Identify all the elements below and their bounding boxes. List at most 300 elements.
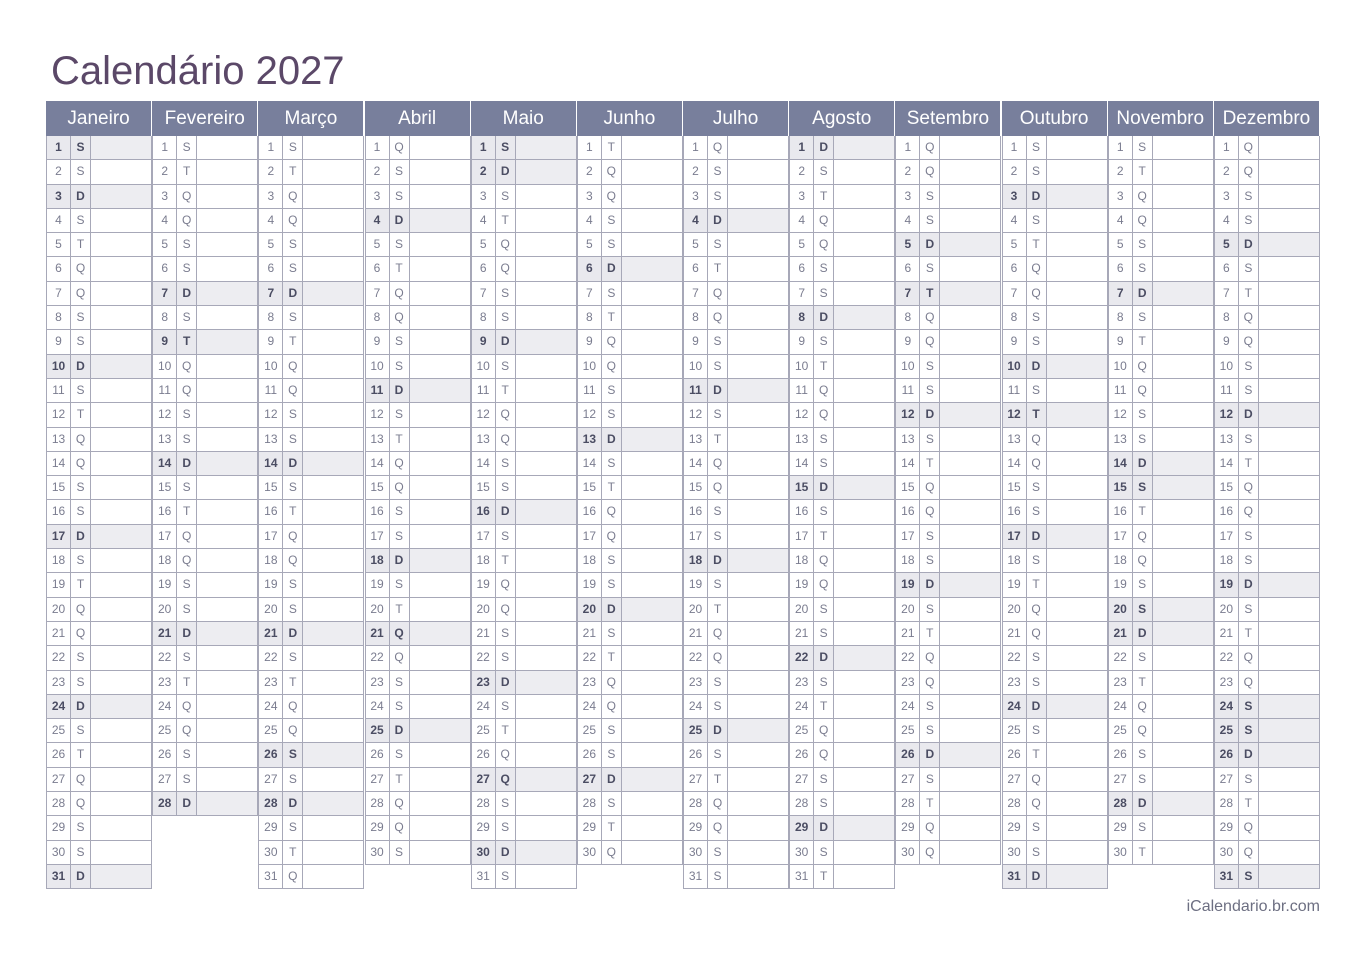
day-note-cell <box>516 549 576 572</box>
day-note-cell <box>834 671 894 694</box>
day-row <box>153 549 258 573</box>
day-number: 30 <box>790 841 814 864</box>
day-note-cell <box>834 282 894 305</box>
day-note-cell <box>303 500 363 523</box>
day-number: 18 <box>684 549 708 572</box>
day-row <box>259 160 364 184</box>
day-number: 3 <box>366 185 390 208</box>
day-row-highlighted <box>1109 792 1214 816</box>
day-note-cell <box>1047 403 1107 426</box>
day-note-cell <box>410 743 470 766</box>
weekday-letter: Q <box>496 403 516 426</box>
day-number: 29 <box>1109 816 1133 839</box>
day-note-cell <box>728 330 788 353</box>
weekday-letter: Q <box>920 646 940 669</box>
day-row <box>1003 306 1108 330</box>
weekday-letter: Q <box>177 695 197 718</box>
day-row <box>259 865 364 889</box>
day-number: 26 <box>259 743 283 766</box>
weekday-letter: S <box>283 816 303 839</box>
day-row-highlighted <box>578 428 683 452</box>
day-number: 13 <box>1215 428 1239 451</box>
weekday-letter: Q <box>177 379 197 402</box>
weekday-letter: Q <box>177 185 197 208</box>
day-number: 22 <box>1003 646 1027 669</box>
weekday-letter: Q <box>71 257 91 280</box>
day-note-cell <box>1047 549 1107 572</box>
day-number: 30 <box>259 841 283 864</box>
day-row <box>366 841 471 865</box>
day-number: 2 <box>153 160 177 183</box>
day-number: 6 <box>1215 257 1239 280</box>
day-number: 5 <box>1215 233 1239 256</box>
day-number: 11 <box>790 379 814 402</box>
day-row <box>1109 841 1214 865</box>
day-number: 13 <box>472 428 496 451</box>
weekday-letter: S <box>390 695 410 718</box>
weekday-letter: Q <box>814 403 834 426</box>
weekday-letter: Q <box>390 476 410 499</box>
weekday-letter: D <box>602 598 622 621</box>
day-number: 10 <box>1003 355 1027 378</box>
weekday-letter: Q <box>283 719 303 742</box>
weekday-letter: D <box>177 622 197 645</box>
day-number: 25 <box>790 719 814 742</box>
day-number: 9 <box>896 330 920 353</box>
weekday-letter: Q <box>177 209 197 232</box>
weekday-letter: D <box>708 209 728 232</box>
day-number: 22 <box>259 646 283 669</box>
day-row-highlighted <box>1215 719 1320 743</box>
weekday-letter: T <box>496 549 516 572</box>
weekday-letter: D <box>283 792 303 815</box>
day-note-cell <box>622 525 682 548</box>
day-number: 7 <box>1215 282 1239 305</box>
day-row <box>1109 646 1214 670</box>
day-row <box>366 500 471 524</box>
day-number: 23 <box>1215 671 1239 694</box>
day-number: 6 <box>153 257 177 280</box>
day-number: 15 <box>1003 476 1027 499</box>
day-note-cell <box>728 209 788 232</box>
day-note-cell <box>1047 743 1107 766</box>
day-note-cell <box>91 598 151 621</box>
month-header: Dezembro <box>1214 101 1320 136</box>
day-row <box>472 452 577 476</box>
day-row <box>472 719 577 743</box>
day-note-cell <box>303 355 363 378</box>
weekday-letter: S <box>602 282 622 305</box>
weekday-letter: D <box>71 695 91 718</box>
day-number: 6 <box>366 257 390 280</box>
day-row <box>259 841 364 865</box>
month-header: Março <box>258 101 364 136</box>
day-row <box>366 403 471 427</box>
weekday-letter: Q <box>1027 598 1047 621</box>
weekday-letter: S <box>390 330 410 353</box>
weekday-letter: T <box>177 160 197 183</box>
day-row <box>366 355 471 379</box>
day-note-cell <box>410 185 470 208</box>
day-row <box>259 500 364 524</box>
day-number: 30 <box>47 841 71 864</box>
day-note-cell <box>1259 306 1319 329</box>
day-row <box>790 428 895 452</box>
day-note-cell <box>728 403 788 426</box>
day-number: 2 <box>684 160 708 183</box>
day-note-cell <box>622 185 682 208</box>
day-note-cell <box>728 816 788 839</box>
day-number: 30 <box>1215 841 1239 864</box>
day-number: 9 <box>366 330 390 353</box>
day-number: 7 <box>790 282 814 305</box>
day-note-cell <box>834 403 894 426</box>
day-row <box>47 306 152 330</box>
weekday-letter: S <box>1133 768 1153 791</box>
day-note-cell <box>728 743 788 766</box>
weekday-letter: T <box>602 816 622 839</box>
day-number: 19 <box>259 573 283 596</box>
day-number: 8 <box>47 306 71 329</box>
weekday-letter: T <box>1027 233 1047 256</box>
day-number: 13 <box>578 428 602 451</box>
day-row <box>472 865 577 889</box>
day-number: 14 <box>790 452 814 475</box>
weekday-letter: T <box>390 257 410 280</box>
day-row <box>259 209 364 233</box>
day-number: 15 <box>259 476 283 499</box>
day-note-cell <box>516 768 576 791</box>
weekday-letter: S <box>177 428 197 451</box>
day-row <box>684 671 789 695</box>
day-row <box>1003 841 1108 865</box>
weekday-letter: T <box>920 282 940 305</box>
weekday-letter: Q <box>920 816 940 839</box>
day-row <box>896 476 1001 500</box>
day-row <box>472 428 577 452</box>
day-number: 27 <box>153 768 177 791</box>
day-number: 3 <box>684 185 708 208</box>
day-note-cell <box>91 136 151 159</box>
day-number: 19 <box>790 573 814 596</box>
day-row <box>684 841 789 865</box>
weekday-letter: D <box>602 768 622 791</box>
day-row <box>259 330 364 354</box>
day-row <box>896 841 1001 865</box>
weekday-letter: T <box>814 185 834 208</box>
day-note-cell <box>728 452 788 475</box>
day-note-cell <box>940 330 1000 353</box>
weekday-letter: Q <box>283 355 303 378</box>
day-note-cell <box>303 476 363 499</box>
weekday-letter: Q <box>1133 209 1153 232</box>
day-row <box>47 598 152 622</box>
day-note-cell <box>940 209 1000 232</box>
day-row <box>896 816 1001 840</box>
day-number: 3 <box>790 185 814 208</box>
day-note-cell <box>197 282 257 305</box>
weekday-letter: Q <box>602 525 622 548</box>
day-note-cell <box>91 282 151 305</box>
day-number: 20 <box>1215 598 1239 621</box>
day-note-cell <box>1259 428 1319 451</box>
day-note-cell <box>303 185 363 208</box>
day-row <box>1215 306 1320 330</box>
month-days-list <box>46 136 152 889</box>
day-number: 25 <box>366 719 390 742</box>
weekday-letter: Q <box>1133 379 1153 402</box>
day-row <box>896 792 1001 816</box>
day-row-highlighted <box>684 209 789 233</box>
day-row-highlighted <box>896 403 1001 427</box>
day-row <box>1109 403 1214 427</box>
day-note-cell <box>410 841 470 864</box>
day-number: 30 <box>1109 841 1133 864</box>
day-note-cell <box>834 646 894 669</box>
weekday-letter: Q <box>283 185 303 208</box>
weekday-letter: T <box>283 671 303 694</box>
weekday-letter: D <box>1239 573 1259 596</box>
day-note-cell <box>940 282 1000 305</box>
weekday-letter: S <box>814 841 834 864</box>
day-row <box>790 500 895 524</box>
day-number: 2 <box>1003 160 1027 183</box>
weekday-letter: D <box>1133 452 1153 475</box>
day-row <box>790 233 895 257</box>
weekday-letter: D <box>1239 233 1259 256</box>
day-number: 14 <box>366 452 390 475</box>
day-number: 7 <box>153 282 177 305</box>
day-number: 1 <box>472 136 496 159</box>
day-number: 16 <box>1215 500 1239 523</box>
day-number: 6 <box>684 257 708 280</box>
day-note-cell <box>834 743 894 766</box>
day-row <box>472 379 577 403</box>
day-number: 5 <box>259 233 283 256</box>
day-row <box>790 403 895 427</box>
weekday-letter: S <box>177 257 197 280</box>
day-note-cell <box>303 695 363 718</box>
weekday-letter: S <box>814 282 834 305</box>
day-number: 4 <box>1003 209 1027 232</box>
day-number: 16 <box>472 500 496 523</box>
weekday-letter: S <box>920 209 940 232</box>
day-number: 16 <box>578 500 602 523</box>
day-number: 19 <box>472 573 496 596</box>
weekday-letter: D <box>390 379 410 402</box>
day-row-highlighted <box>259 282 364 306</box>
day-number: 14 <box>153 452 177 475</box>
weekday-letter: S <box>708 355 728 378</box>
day-note-cell <box>1259 671 1319 694</box>
weekday-letter: Q <box>920 500 940 523</box>
day-number: 28 <box>472 792 496 815</box>
day-row <box>684 573 789 597</box>
weekday-letter: D <box>602 257 622 280</box>
weekday-letter: Q <box>1239 160 1259 183</box>
day-row <box>47 233 152 257</box>
day-row <box>366 598 471 622</box>
day-row <box>578 330 683 354</box>
weekday-letter: S <box>920 549 940 572</box>
weekday-letter: S <box>814 792 834 815</box>
day-row <box>1003 671 1108 695</box>
weekday-letter: Q <box>71 768 91 791</box>
weekday-letter: T <box>1133 671 1153 694</box>
day-number: 4 <box>472 209 496 232</box>
day-number: 7 <box>578 282 602 305</box>
day-note-cell <box>940 500 1000 523</box>
day-row <box>578 355 683 379</box>
weekday-letter: Q <box>1027 622 1047 645</box>
day-row <box>366 428 471 452</box>
day-note-cell <box>410 209 470 232</box>
day-row <box>790 452 895 476</box>
weekday-letter: T <box>1239 282 1259 305</box>
day-row <box>1215 549 1320 573</box>
day-row-highlighted <box>366 379 471 403</box>
day-row <box>259 136 364 160</box>
day-row <box>47 403 152 427</box>
day-note-cell <box>91 695 151 718</box>
day-number: 1 <box>47 136 71 159</box>
day-number: 31 <box>259 865 283 888</box>
day-note-cell <box>940 403 1000 426</box>
weekday-letter: S <box>814 500 834 523</box>
day-note-cell <box>940 671 1000 694</box>
day-row <box>1109 257 1214 281</box>
weekday-letter: S <box>602 403 622 426</box>
day-note-cell <box>197 792 257 815</box>
day-note-cell <box>1259 379 1319 402</box>
day-number: 20 <box>1109 598 1133 621</box>
day-number: 10 <box>47 355 71 378</box>
day-row <box>259 816 364 840</box>
day-number: 19 <box>896 573 920 596</box>
day-note-cell <box>197 525 257 548</box>
day-note-cell <box>303 403 363 426</box>
day-number: 20 <box>472 598 496 621</box>
month-column <box>258 101 364 889</box>
day-note-cell <box>728 257 788 280</box>
day-note-cell <box>410 500 470 523</box>
day-number: 4 <box>47 209 71 232</box>
day-row-highlighted <box>259 743 364 767</box>
day-note-cell <box>91 160 151 183</box>
weekday-letter: T <box>71 403 91 426</box>
weekday-letter: Q <box>496 257 516 280</box>
day-note-cell <box>622 403 682 426</box>
weekday-letter: S <box>1027 379 1047 402</box>
day-row-highlighted <box>472 330 577 354</box>
weekday-letter: S <box>1027 671 1047 694</box>
day-number: 13 <box>1109 428 1133 451</box>
day-row <box>259 379 364 403</box>
day-row <box>153 695 258 719</box>
weekday-letter: D <box>71 865 91 888</box>
day-note-cell <box>622 330 682 353</box>
day-note-cell <box>834 841 894 864</box>
day-note-cell <box>303 257 363 280</box>
day-row <box>259 549 364 573</box>
day-number: 19 <box>1109 573 1133 596</box>
weekday-letter: S <box>71 816 91 839</box>
day-note-cell <box>728 646 788 669</box>
day-row <box>896 549 1001 573</box>
day-row <box>1215 428 1320 452</box>
day-number: 28 <box>1109 792 1133 815</box>
day-number: 6 <box>790 257 814 280</box>
day-number: 16 <box>790 500 814 523</box>
weekday-letter: Q <box>1239 330 1259 353</box>
day-row-highlighted <box>47 185 152 209</box>
day-row <box>578 282 683 306</box>
day-number: 2 <box>790 160 814 183</box>
day-row <box>896 330 1001 354</box>
weekday-letter: D <box>283 282 303 305</box>
weekday-letter: Q <box>708 622 728 645</box>
day-number: 6 <box>472 257 496 280</box>
weekday-letter: S <box>1027 719 1047 742</box>
day-note-cell <box>728 379 788 402</box>
day-row <box>578 136 683 160</box>
day-number: 10 <box>153 355 177 378</box>
weekday-letter: Q <box>602 671 622 694</box>
day-row <box>790 209 895 233</box>
weekday-letter: D <box>496 841 516 864</box>
weekday-letter: Q <box>177 525 197 548</box>
day-note-cell <box>410 622 470 645</box>
day-row-highlighted <box>472 160 577 184</box>
month-column <box>683 101 789 889</box>
day-number: 29 <box>684 816 708 839</box>
day-row-highlighted <box>1003 355 1108 379</box>
day-note-cell <box>410 598 470 621</box>
day-row <box>153 743 258 767</box>
weekday-letter: S <box>1027 160 1047 183</box>
weekday-letter: T <box>602 476 622 499</box>
day-note-cell <box>1259 525 1319 548</box>
weekday-letter: S <box>708 403 728 426</box>
day-row <box>578 816 683 840</box>
weekday-letter: T <box>708 768 728 791</box>
weekday-letter: S <box>920 719 940 742</box>
day-row <box>472 598 577 622</box>
day-number: 8 <box>1215 306 1239 329</box>
day-row <box>1003 573 1108 597</box>
day-note-cell <box>303 743 363 766</box>
day-number: 15 <box>472 476 496 499</box>
day-number: 6 <box>1109 257 1133 280</box>
day-note-cell <box>303 865 363 888</box>
day-row <box>366 306 471 330</box>
day-note-cell <box>197 598 257 621</box>
weekday-letter: S <box>390 500 410 523</box>
day-note-cell <box>834 160 894 183</box>
day-row <box>259 719 364 743</box>
day-number: 13 <box>896 428 920 451</box>
day-row <box>366 525 471 549</box>
day-row <box>790 257 895 281</box>
day-note-cell <box>1153 549 1213 572</box>
day-note-cell <box>516 160 576 183</box>
weekday-letter: S <box>708 695 728 718</box>
day-number: 29 <box>790 816 814 839</box>
weekday-letter: S <box>920 428 940 451</box>
day-row <box>47 257 152 281</box>
day-row <box>790 671 895 695</box>
day-number: 2 <box>259 160 283 183</box>
